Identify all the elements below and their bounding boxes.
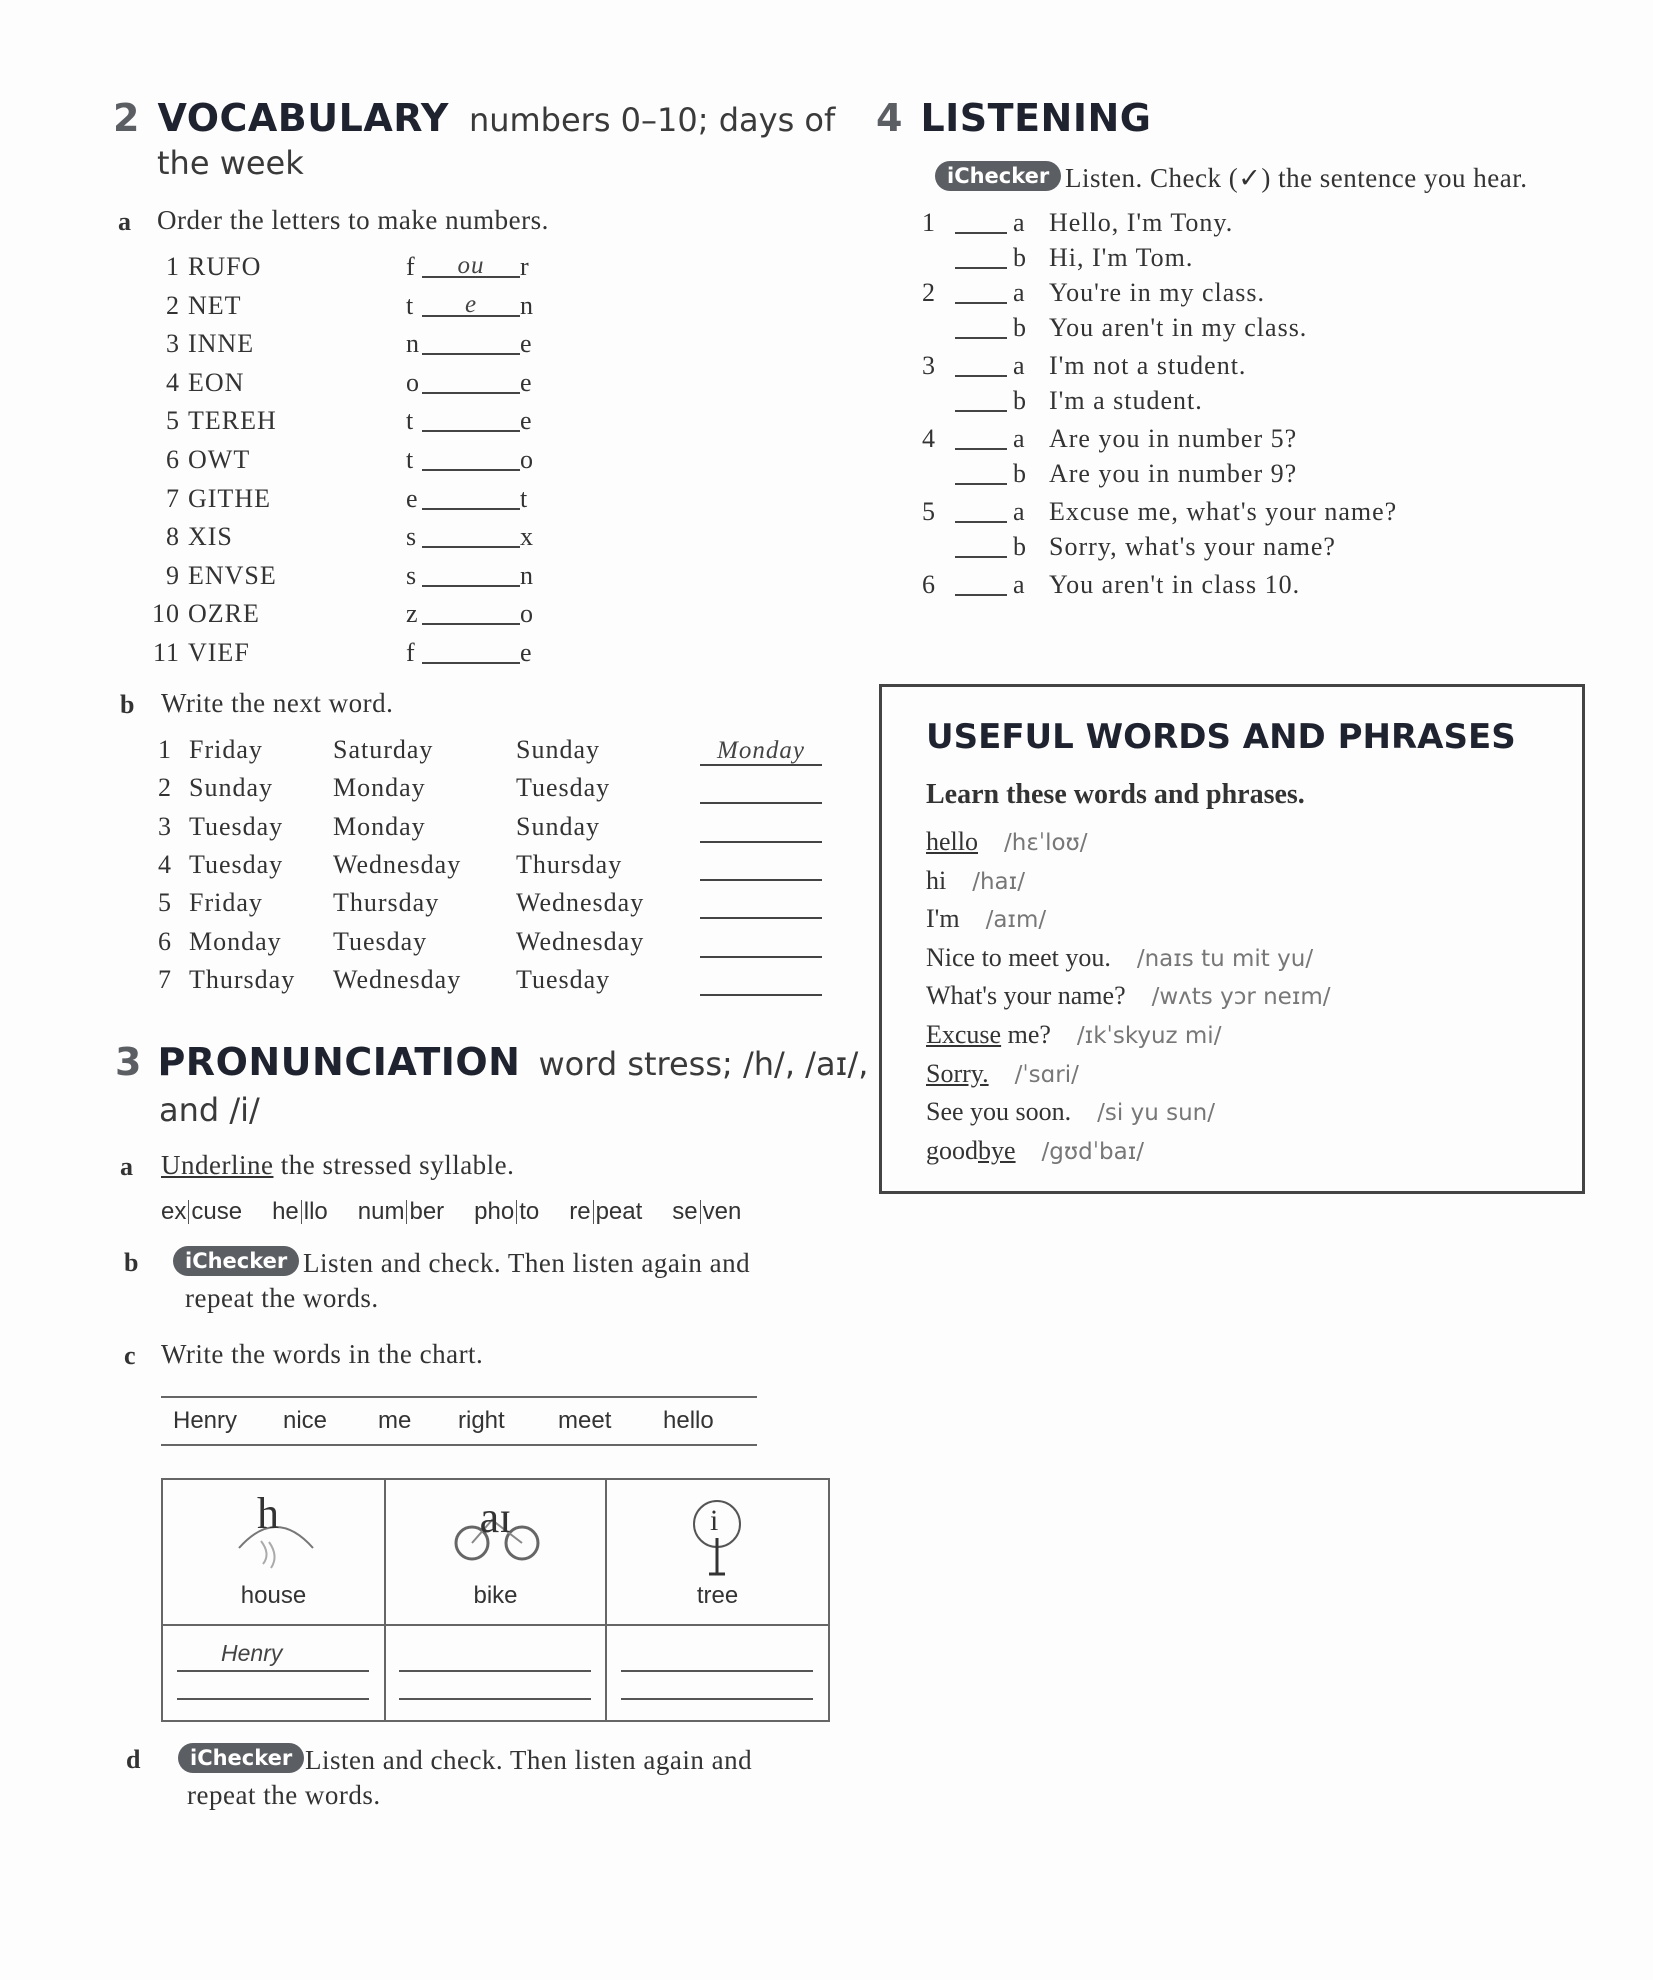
- answer-blank[interactable]: [422, 392, 520, 394]
- stress-word[interactable]: [672, 1198, 741, 1226]
- check-blank[interactable]: [955, 483, 1007, 485]
- option-sentence: Hi, I'm Tom.: [1049, 243, 1194, 272]
- first-letter: e: [406, 483, 419, 513]
- exercise-instruction: Listen and check. Then listen again and: [303, 1248, 751, 1278]
- chart-caption: house: [240, 1582, 307, 1609]
- phrase-text: me?: [1001, 1020, 1051, 1049]
- item-number: 11: [152, 638, 180, 667]
- chart-header-house: [163, 1480, 384, 1624]
- phrase: [926, 943, 1111, 972]
- item-number: 1: [922, 208, 936, 237]
- day-word: Monday: [333, 773, 426, 803]
- answer-blank[interactable]: [422, 469, 520, 471]
- syllable-divider: [188, 1200, 189, 1224]
- scrambled-word: INNE: [188, 329, 255, 359]
- underline-word: Underline: [161, 1150, 274, 1180]
- section2-heading: [113, 96, 835, 140]
- day-word: Monday: [333, 811, 426, 841]
- item-number: 5: [922, 497, 936, 526]
- box-title: USEFUL WORDS AND PHRASES: [926, 717, 1516, 757]
- word-box-item: hello: [663, 1407, 714, 1434]
- item-number: 10: [152, 599, 180, 629]
- section-number: 4: [876, 96, 903, 140]
- item-number: 6: [922, 570, 936, 599]
- phrase-text: What's your name?: [926, 981, 1126, 1011]
- stressed-part: bye: [978, 1135, 1016, 1165]
- phrase-row: [926, 827, 1088, 857]
- phrase-row: [926, 866, 1025, 896]
- option-sentence: You aren't in my class.: [1049, 313, 1308, 342]
- item-number: 3: [158, 811, 172, 841]
- word-box-item: nice: [283, 1407, 328, 1434]
- first-letter: f: [406, 252, 416, 281]
- day-word: Sunday: [516, 811, 600, 841]
- day-word: Sunday: [189, 773, 273, 803]
- word-box-item: Henry: [173, 1407, 238, 1434]
- phrase: [926, 1136, 1016, 1165]
- item-number: 1: [166, 252, 180, 281]
- phonetic: /haɪ/: [972, 868, 1025, 895]
- day-word: Thursday: [516, 849, 623, 879]
- phrase-text: hi: [926, 865, 947, 895]
- phonetic: /aɪm/: [985, 907, 1047, 934]
- ichecker-badge[interactable]: iChecker: [173, 1246, 299, 1276]
- answer-text: e: [464, 290, 478, 318]
- syllable-divider: [593, 1200, 594, 1224]
- number-item: [140, 638, 560, 672]
- phrase-row: [926, 1020, 1221, 1050]
- number-item: [140, 329, 560, 363]
- syllable: llo: [303, 1198, 328, 1225]
- item-number: 2: [166, 290, 180, 320]
- answer-blank[interactable]: [700, 917, 822, 919]
- exercise-label: c: [124, 1341, 136, 1370]
- section-title: PRONUNCIATION: [157, 1040, 521, 1084]
- check-blank[interactable]: [955, 302, 1007, 304]
- day-word: Wednesday: [333, 964, 462, 994]
- phonetic: /ɪkˈskyuz mi/: [1076, 1023, 1222, 1049]
- option-letter: b: [1013, 459, 1027, 488]
- syllable-divider: [301, 1200, 302, 1224]
- phrase-text: Nice to meet you.: [926, 942, 1111, 972]
- box-subtitle: Learn these words and phrases.: [926, 779, 1305, 810]
- answer-blank[interactable]: [700, 956, 822, 958]
- day-word: Friday: [189, 735, 263, 764]
- answer-blank[interactable]: [422, 662, 520, 664]
- phonetic: /hɛˈloʊ/: [1004, 830, 1088, 856]
- syllable: cuse: [191, 1198, 243, 1225]
- check-blank[interactable]: [955, 410, 1007, 412]
- day-word: Sunday: [516, 735, 600, 764]
- phrase-text: good: [926, 1135, 978, 1165]
- day-word: Wednesday: [333, 849, 462, 879]
- first-letter: n: [406, 329, 420, 359]
- exercise-label: a: [118, 207, 131, 236]
- scrambled-word: VIEF: [188, 638, 250, 667]
- answer-text: Monday: [717, 737, 805, 764]
- item-number: 1: [158, 735, 172, 764]
- item-number: 4: [158, 849, 172, 879]
- phrase-row: [926, 904, 1046, 934]
- exercise-instruction: Write the next word.: [161, 688, 394, 718]
- exercise-label: b: [120, 690, 135, 719]
- stressed-part: hello: [926, 827, 978, 856]
- day-word: Thursday: [333, 888, 440, 918]
- item-number: 5: [166, 406, 180, 436]
- option-sentence: Sorry, what's your name?: [1049, 532, 1336, 561]
- syllable: num: [357, 1198, 405, 1225]
- answer-blank[interactable]: [700, 879, 822, 881]
- exercise-label: a: [120, 1152, 133, 1181]
- last-letter: n: [520, 290, 534, 320]
- first-letter: s: [406, 522, 418, 552]
- chart-caption: bike: [473, 1582, 518, 1609]
- day-row: [150, 965, 830, 999]
- number-item: [140, 484, 560, 518]
- day-word: Tuesday: [516, 773, 611, 803]
- last-letter: e: [520, 367, 533, 397]
- scrambled-word: TEREH: [188, 406, 277, 436]
- last-letter: e: [520, 406, 533, 436]
- check-blank[interactable]: [955, 267, 1007, 269]
- day-word: Tuesday: [516, 964, 611, 994]
- day-word: Saturday: [333, 735, 434, 764]
- syllable-divider: [700, 1200, 701, 1224]
- item-number: 7: [166, 483, 180, 513]
- option-sentence: Excuse me, what's your name?: [1049, 497, 1398, 526]
- word-box-item: me: [378, 1407, 412, 1434]
- answer-blank[interactable]: [700, 802, 822, 804]
- number-item: [140, 368, 560, 402]
- option-letter: b: [1013, 386, 1027, 415]
- exercise-instruction: Write the words in the chart.: [161, 1339, 484, 1369]
- chart-answer-line[interactable]: [399, 1698, 591, 1700]
- option-letter: a: [1013, 351, 1026, 380]
- word-box-bottom-rule: [161, 1444, 757, 1446]
- option-sentence: Are you in number 5?: [1049, 424, 1298, 453]
- scrambled-word: NET: [188, 290, 242, 320]
- day-row: [150, 927, 830, 961]
- stress-word[interactable]: [569, 1198, 642, 1226]
- last-letter: o: [520, 445, 534, 474]
- stress-word[interactable]: [358, 1198, 444, 1226]
- stress-word[interactable]: [272, 1198, 328, 1226]
- exercise-instruction: Order the letters to make numbers.: [157, 205, 549, 235]
- item-number: 4: [166, 367, 180, 397]
- option-sentence: Hello, I'm Tony.: [1049, 208, 1234, 237]
- last-letter: e: [520, 638, 533, 667]
- phrase: [926, 1059, 989, 1088]
- day-row: [150, 888, 830, 922]
- phrase: [926, 904, 960, 933]
- option-letter: a: [1013, 208, 1026, 237]
- option-letter: b: [1013, 532, 1027, 561]
- syllable: re: [569, 1198, 591, 1225]
- chart-header-bike: [386, 1480, 605, 1624]
- day-row: [150, 812, 830, 846]
- first-letter: t: [406, 290, 415, 320]
- day-word: Thursday: [189, 964, 296, 994]
- phrase: [926, 981, 1126, 1010]
- option-letter: a: [1013, 570, 1026, 599]
- check-blank[interactable]: [955, 448, 1007, 450]
- day-word: Wednesday: [516, 888, 645, 918]
- section4-heading: [876, 96, 1152, 140]
- last-letter: o: [520, 599, 534, 629]
- syllable: he: [272, 1198, 299, 1225]
- stress-word-list: [161, 1198, 741, 1226]
- answer-blank[interactable]: [422, 353, 520, 355]
- phonetic: /naɪs tu mit yu/: [1136, 945, 1314, 972]
- phonetic: /si yu sun/: [1097, 1100, 1215, 1127]
- scrambled-word: OZRE: [188, 599, 260, 629]
- option-sentence: I'm a student.: [1049, 386, 1203, 415]
- phrase: [926, 1020, 1051, 1049]
- phrase-text: I'm: [926, 904, 960, 934]
- section-title: LISTENING: [920, 96, 1152, 140]
- option-letter: a: [1013, 424, 1026, 453]
- exercise-label: b: [124, 1248, 139, 1277]
- answer-text: ou: [457, 252, 485, 279]
- day-word: Tuesday: [189, 849, 284, 879]
- scrambled-word: EON: [188, 367, 245, 397]
- number-item: [140, 561, 560, 595]
- phrase: [926, 1097, 1071, 1126]
- scrambled-word: OWT: [188, 445, 251, 474]
- first-letter: o: [406, 367, 420, 397]
- answer-blank[interactable]: [422, 585, 520, 587]
- phrase-row: [926, 1059, 1079, 1089]
- last-letter: x: [520, 522, 534, 552]
- item-number: 7: [158, 964, 172, 994]
- day-word: Tuesday: [189, 811, 284, 841]
- option-sentence: You aren't in class 10.: [1049, 570, 1301, 599]
- scrambled-word: ENVSE: [188, 560, 277, 590]
- first-letter: s: [406, 560, 418, 590]
- syllable: pho: [474, 1198, 515, 1225]
- answer-blank[interactable]: [700, 841, 822, 843]
- number-item: [140, 445, 560, 479]
- option-sentence: You're in my class.: [1049, 278, 1266, 307]
- syllable: ex: [161, 1198, 187, 1225]
- item-number: 9: [166, 560, 180, 590]
- check-blank[interactable]: [955, 594, 1007, 596]
- word-box-item: right: [458, 1407, 505, 1434]
- last-letter: n: [520, 560, 534, 590]
- item-number: 3: [922, 351, 936, 380]
- first-letter: f: [406, 638, 416, 667]
- section3-heading: [115, 1040, 868, 1084]
- phrase: [926, 866, 946, 895]
- number-item: [140, 599, 560, 633]
- scrambled-word: GITHE: [188, 483, 271, 513]
- syllable: ven: [702, 1198, 742, 1225]
- exercise-instruction: Listen and check. Then listen again and: [305, 1745, 753, 1775]
- section-number: 2: [113, 96, 140, 140]
- answer-blank[interactable]: [422, 430, 520, 432]
- sound-symbol: h: [257, 1489, 279, 1538]
- syllable-divider: [406, 1200, 407, 1224]
- word-box-top-rule: [161, 1396, 757, 1398]
- stressed-part: Sorry.: [926, 1058, 989, 1088]
- number-item: [140, 522, 560, 556]
- sound-chart: [161, 1478, 830, 1722]
- word-box: [173, 1407, 753, 1435]
- stress-word[interactable]: [474, 1198, 539, 1226]
- last-letter: t: [520, 483, 529, 513]
- sound-symbol: aɪ: [479, 1493, 512, 1542]
- chart-answer-line[interactable]: [621, 1698, 813, 1700]
- answer-blank[interactable]: [422, 508, 520, 510]
- option-sentence: I'm not a student.: [1049, 351, 1247, 380]
- phrase: [926, 827, 978, 856]
- check-blank[interactable]: [955, 556, 1007, 558]
- sound-symbol: i: [710, 1504, 719, 1537]
- exercise-instruction: Underline the stressed syllable.: [161, 1150, 515, 1180]
- ichecker-badge[interactable]: iChecker: [178, 1743, 304, 1773]
- day-word: Wednesday: [516, 926, 645, 956]
- stressed-part: Excuse: [926, 1020, 1002, 1049]
- section-subtitle: numbers 0–10; days of: [468, 101, 836, 139]
- day-word: Tuesday: [333, 926, 428, 956]
- syllable: se: [672, 1198, 698, 1225]
- option-letter: b: [1013, 313, 1027, 342]
- day-word: Monday: [189, 926, 282, 956]
- day-row: [150, 850, 830, 884]
- first-letter: t: [406, 406, 415, 436]
- option-letter: b: [1013, 243, 1027, 272]
- phrase-row: [926, 943, 1313, 973]
- item-number: 2: [158, 773, 172, 803]
- day-word: Friday: [189, 888, 263, 918]
- exercise-label: d: [126, 1745, 141, 1774]
- ichecker-badge[interactable]: iChecker: [935, 161, 1061, 191]
- first-letter: z: [406, 599, 419, 629]
- syllable: to: [519, 1198, 540, 1225]
- number-item: [140, 291, 560, 325]
- chart-caption: tree: [696, 1582, 739, 1609]
- item-number: 6: [158, 926, 172, 956]
- check-blank[interactable]: [955, 232, 1007, 234]
- syllable: peat: [595, 1198, 643, 1225]
- answer-blank[interactable]: [700, 994, 822, 996]
- syllable: ber: [409, 1198, 445, 1225]
- number-item: [140, 252, 560, 286]
- exercise-instruction: Listen. Check (✓) the sentence you hear.: [1065, 163, 1528, 193]
- chart-answer-line[interactable]: [399, 1670, 591, 1672]
- day-row: [150, 773, 830, 807]
- exercise-instruction-line2: repeat the words.: [185, 1283, 379, 1313]
- check-blank[interactable]: [955, 337, 1007, 339]
- phonetic: /ˈsɑri/: [1014, 1061, 1079, 1088]
- option-letter: a: [1013, 278, 1026, 307]
- day-row: [150, 735, 830, 769]
- item-number: 5: [158, 888, 172, 918]
- item-number: 2: [922, 278, 936, 307]
- answer-blank[interactable]: [422, 623, 520, 625]
- scrambled-word: RUFO: [188, 252, 262, 281]
- option-sentence: Are you in number 9?: [1049, 459, 1298, 488]
- section-title: VOCABULARY: [157, 96, 449, 140]
- phrase-row: [926, 981, 1331, 1011]
- chart-answer-line[interactable]: [177, 1698, 369, 1700]
- chart-header-tree: [607, 1480, 828, 1624]
- phrase-text: See you soon.: [926, 1097, 1072, 1127]
- item-number: 3: [166, 329, 180, 359]
- item-number: 6: [166, 445, 180, 474]
- chart-answer-line[interactable]: Henry: [177, 1640, 369, 1672]
- syllable-divider: [516, 1200, 517, 1224]
- first-letter: t: [406, 445, 415, 474]
- option-letter: a: [1013, 497, 1026, 526]
- check-blank[interactable]: [955, 375, 1007, 377]
- check-blank[interactable]: [955, 521, 1007, 523]
- phrase-row: [926, 1097, 1215, 1127]
- exercise-instruction-line2: repeat the words.: [187, 1780, 381, 1810]
- chart-answer-line[interactable]: [621, 1670, 813, 1672]
- phonetic: /gʊdˈbaɪ/: [1041, 1138, 1145, 1165]
- section-subtitle: word stress; /h/, /aɪ/,: [538, 1045, 869, 1083]
- section-subtitle-line2: the week: [157, 144, 304, 182]
- item-number: 8: [166, 522, 180, 552]
- scrambled-word: XIS: [188, 522, 233, 552]
- last-letter: r: [520, 252, 530, 281]
- phonetic: /wʌts yɔr neɪm/: [1151, 984, 1331, 1011]
- last-letter: e: [520, 329, 533, 359]
- phrase-row: [926, 1136, 1144, 1166]
- section-number: 3: [115, 1040, 142, 1084]
- stress-word[interactable]: [161, 1198, 242, 1226]
- section-subtitle-line2: and /i/: [159, 1091, 260, 1129]
- useful-words-box: [879, 684, 1585, 1194]
- number-item: [140, 406, 560, 440]
- word-box-item: meet: [558, 1407, 612, 1434]
- answer-blank[interactable]: [422, 546, 520, 548]
- item-number: 4: [922, 424, 936, 453]
